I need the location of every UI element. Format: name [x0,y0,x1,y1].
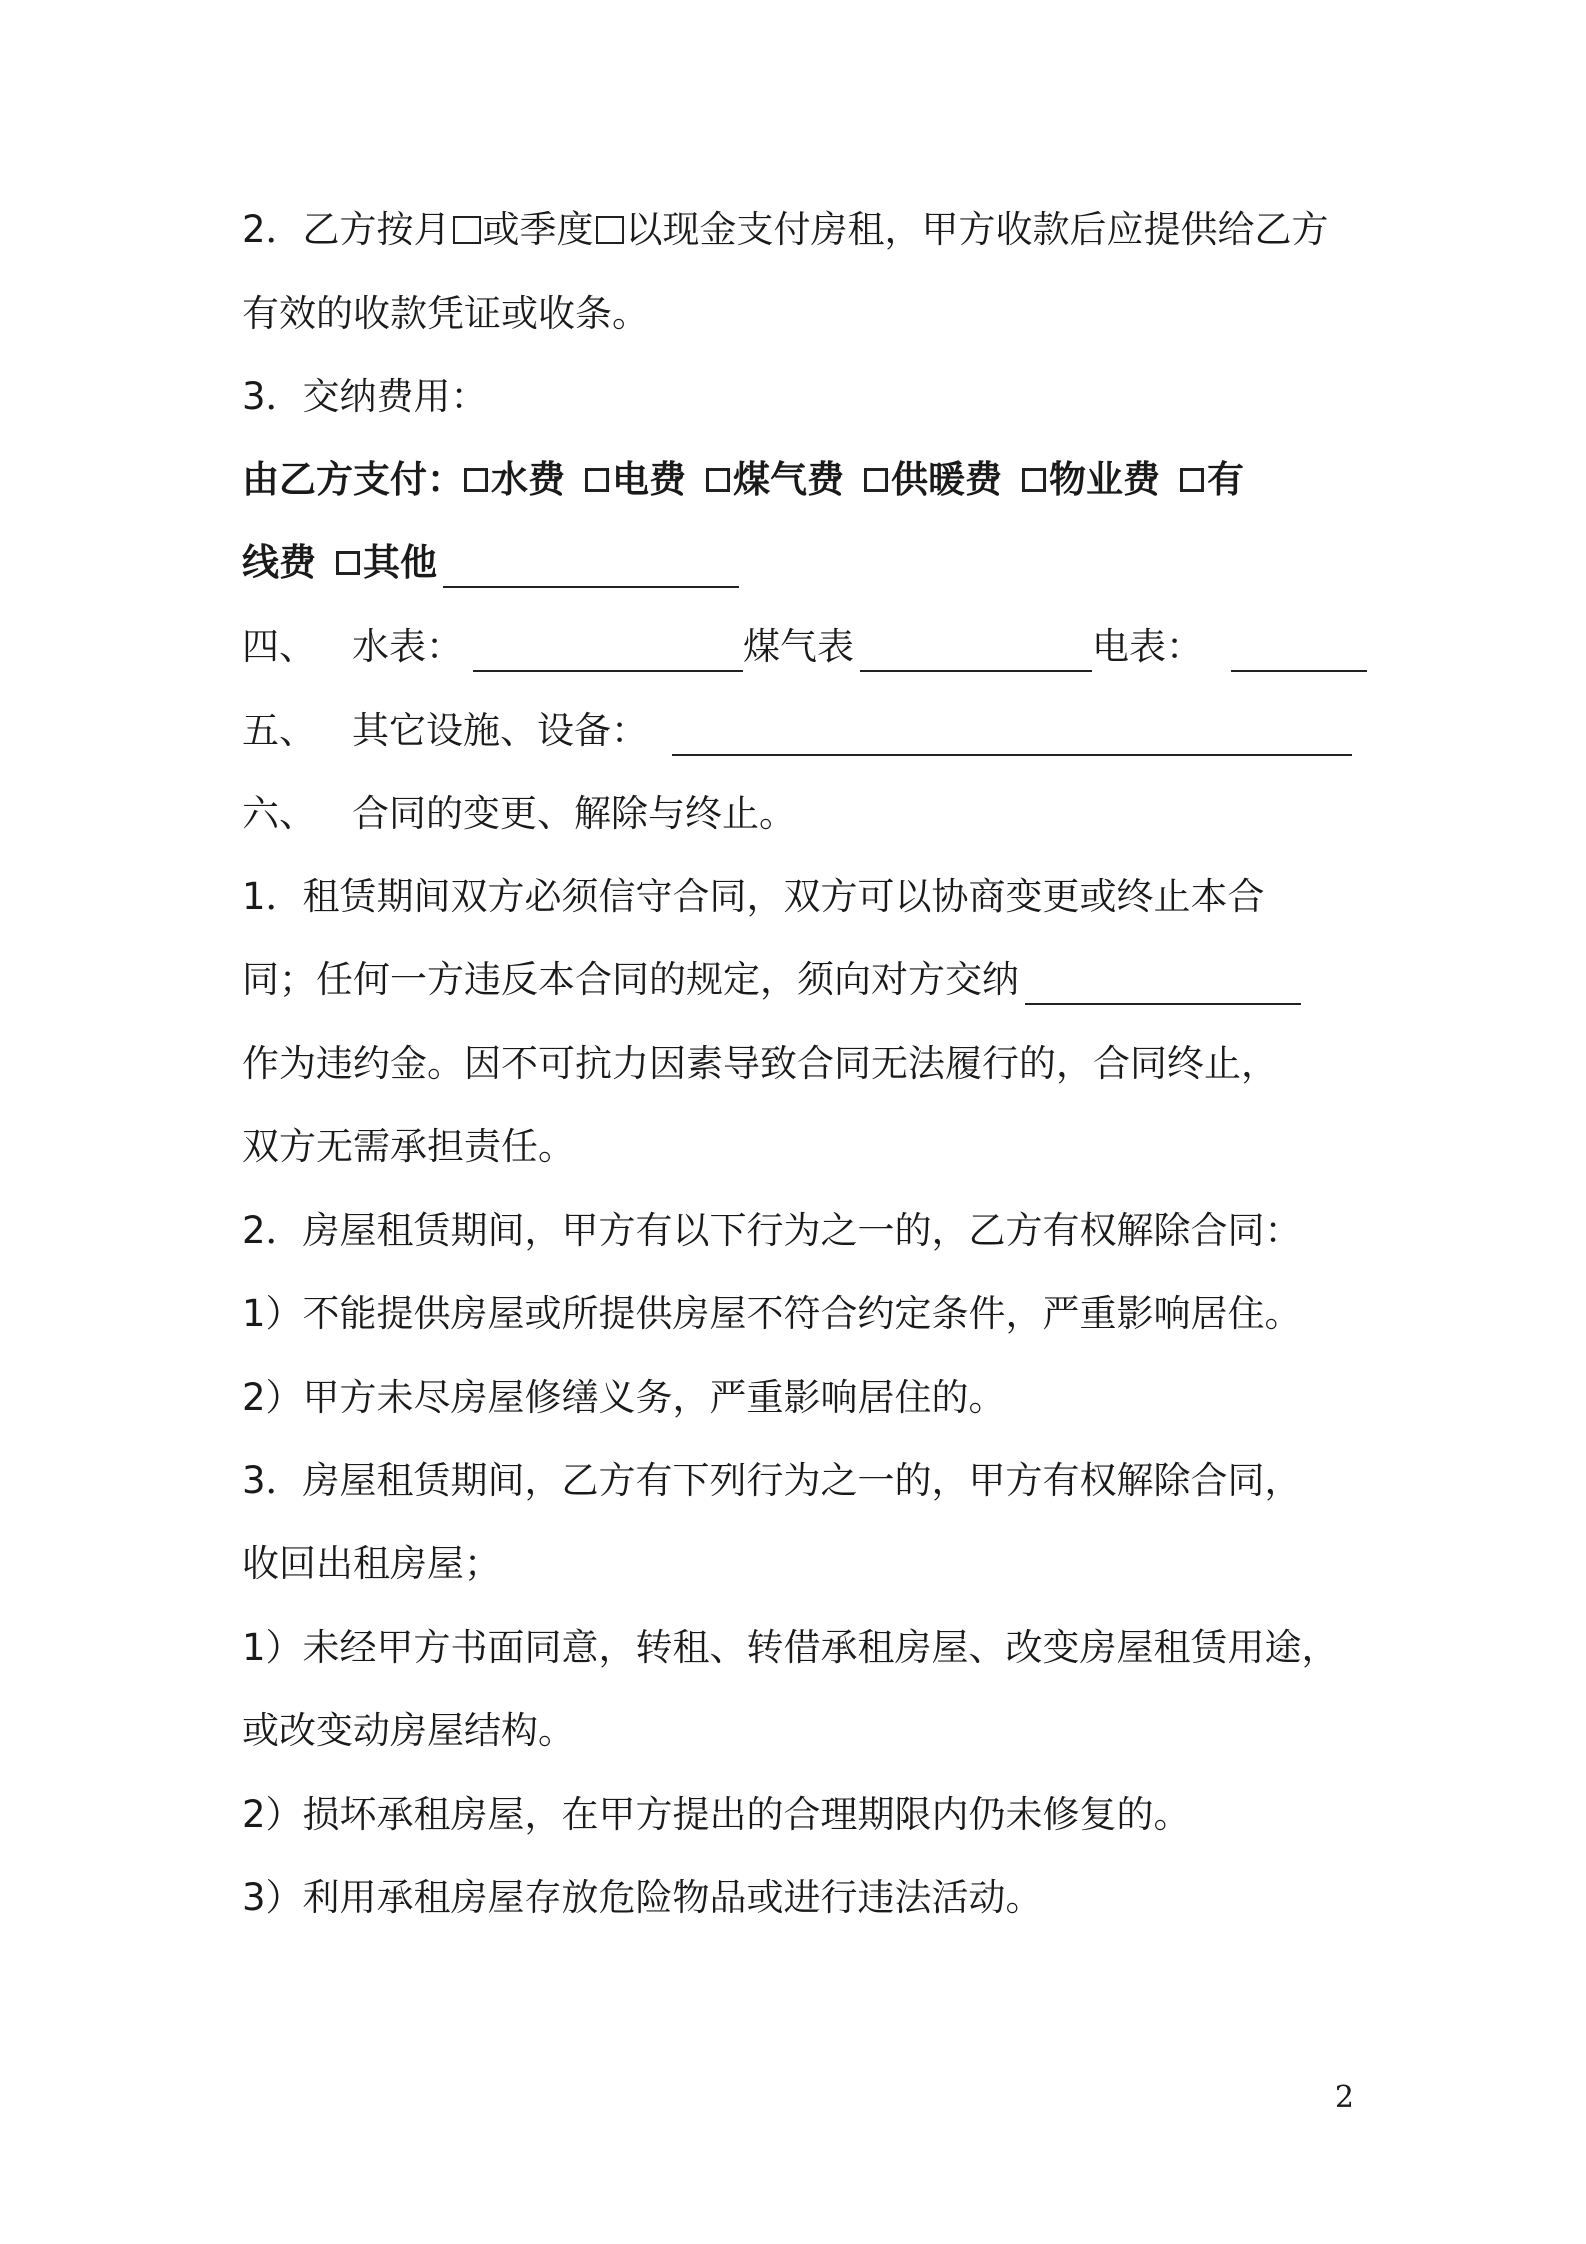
property-fee-label: 物业费 [1049,458,1160,501]
monthly-checkbox[interactable] [453,216,481,244]
property-fee-checkbox[interactable] [1022,468,1046,492]
gas-fee-checkbox[interactable] [706,468,730,492]
fees-options-line [242,455,1244,505]
section-6-title: 合同的变更、解除与终止。 [352,792,796,835]
clause-6-3-line-1: 3．房屋租赁期间，乙方有下列行为之一的，甲方有权解除合同， [242,1459,1302,1502]
clause-6-1-line-3: 作为违约金。因不可抗力因素导致合同无法履行的，合同终止， [242,1042,1278,1085]
clause-6-3-item-3: 3）利用承租房屋存放危险物品或进行违法活动。 [242,1876,1043,1919]
water-meter-label: 水表： [352,625,463,668]
clause-6-3-item-1-line-2: 或改变动房屋结构。 [242,1709,575,1752]
heating-fee-checkbox[interactable] [864,468,888,492]
gas-fee-label: 煤气费 [733,458,844,501]
facilities-blank[interactable] [672,718,1352,756]
section-4-number: 四、 [242,625,316,668]
water-meter-blank[interactable] [473,634,743,672]
fees-title: 3．交纳费用： [242,375,488,418]
payment-text-c: 以现金支付房租，甲方收款后应提供给乙方 [625,208,1329,251]
meters-line [242,622,1367,672]
clause-6-3-item-1-line-1: 1）未经甲方书面同意，转租、转借承租房屋、改变房屋租赁用途， [242,1626,1339,1669]
gas-meter-label: 煤气表 [743,625,854,668]
clause-6-1-line-4: 双方无需承担责任。 [242,1125,575,1168]
payment-clause-line-2: 有效的收款凭证或收条。 [242,292,649,335]
clause-6-3-line-2: 收回出租房屋； [242,1542,501,1585]
cable-fee-label-start: 有 [1207,458,1244,501]
penalty-blank[interactable] [1025,967,1301,1005]
clause-6-2-title: 2．房屋租赁期间，甲方有以下行为之一的，乙方有权解除合同： [242,1209,1302,1252]
page-number: 2 [1334,2080,1354,2115]
water-fee-checkbox[interactable] [464,468,488,492]
electric-meter-label: 电表： [1092,625,1203,668]
other-fee-blank[interactable] [443,550,739,588]
water-fee-label: 水费 [491,458,565,501]
fees-options-line-2 [242,538,739,588]
other-fee-label: 其他 [363,541,437,584]
clause-6-3-item-2: 2）损坏承租房屋，在甲方提出的合理期限内仍未修复的。 [242,1793,1191,1836]
other-fee-checkbox[interactable] [336,551,360,575]
cable-fee-checkbox[interactable] [1180,468,1204,492]
electric-meter-blank[interactable] [1231,634,1367,672]
electricity-fee-checkbox[interactable] [585,468,609,492]
clause-6-2-item-2: 2）甲方未尽房屋修缮义务，严重影响居住的。 [242,1376,1006,1419]
gas-meter-blank[interactable] [860,634,1092,672]
clause-6-1-line-1: 1．租赁期间双方必须信守合同，双方可以协商变更或终止本合 [242,875,1265,918]
section-5-number: 五、 [242,709,316,752]
electricity-fee-label: 电费 [612,458,686,501]
fees-lead: 由乙方支付： [242,458,464,501]
cable-fee-label-end: 线费 [242,541,316,584]
facilities-line [242,706,1352,756]
clause-6-1-line-2 [242,955,1301,1005]
facilities-label: 其它设施、设备： [352,709,648,752]
quarterly-checkbox[interactable] [596,216,624,244]
payment-clause-line-1 [242,205,1329,255]
heating-fee-label: 供暖费 [891,458,1002,501]
payment-text-b: 或季度 [482,208,594,251]
payment-text-a: 2．乙方按月 [242,208,451,251]
clause-6-2-item-1: 1）不能提供房屋或所提供房屋不符合约定条件，严重影响居住。 [242,1292,1302,1335]
clause-6-1-text: 同；任何一方违反本合同的规定，须向对方交纳 [242,958,1019,1001]
section-6-number: 六、 [242,792,316,835]
section-6-heading [242,789,796,839]
